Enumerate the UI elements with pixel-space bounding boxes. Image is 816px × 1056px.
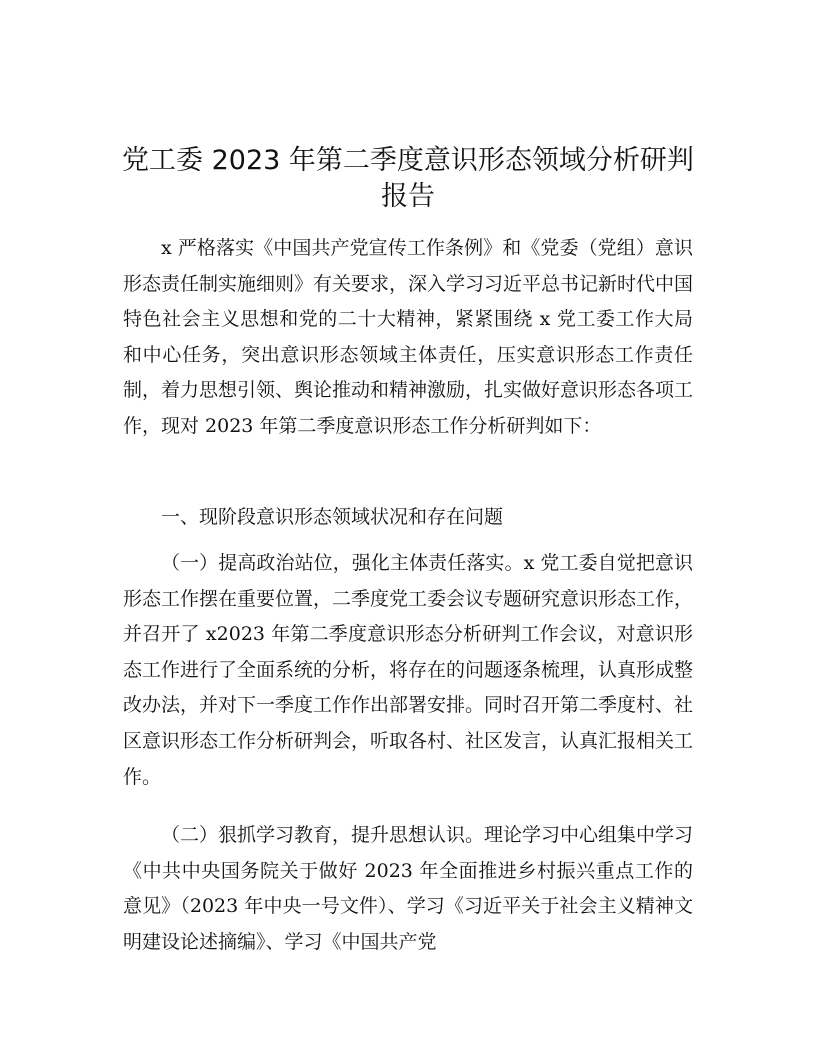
section-1-heading: 一、现阶段意识形态领域状况和存在问题 (161, 506, 504, 528)
item-1-paragraph: （一）提高政治站位，强化主体责任落实。x 党工委自觉把意识形态工作摆在重要位置，二季度党工委会议专题研究意识形态工作，并召开了 x2023 年第二季度意识形态分析研判工作会议，对意识形态工作进行了全面系统的分析，将存在的问题逐条梳理，认真形成整改办法，并对下一季度工作作出部署安排。同时召开第二季度村、社区意识形态工作分析研判会，听取各村、社区发言，认真汇报相关工作。 (123, 552, 694, 788)
intro-paragraph: x 严格落实《中国共产党宣传工作条例》和《党委（党组）意识形态责任制实施细则》有关要求，深入学习习近平总书记新时代中国特色社会主义思想和党的二十大精神，紧紧围绕 x 党工委工作大局和中心任务，突出意识形态领域主体责任，压实意识形态工作责任制，着力思想引领、舆论推动和精神激励，扎实做好意识形态各项工作，现对 2023 年第二季度意识形态工作分析研判如下： (123, 237, 694, 437)
item-2-paragraph: （二）狠抓学习教育，提升思想认识。理论学习中心组集中学习《中共中央国务院关于做好 2023 年全面推进乡村振兴重点工作的意见》（2023 年中央一号文件）、学习《习近平关于社会主义精神文明建设论述摘编》、学习《中国共产党 (123, 824, 694, 953)
document-title-line-1: 党工委 2023 年第二季度意识形态领域分析研判 (122, 145, 694, 176)
document-title-line-2: 报告 (381, 181, 435, 212)
